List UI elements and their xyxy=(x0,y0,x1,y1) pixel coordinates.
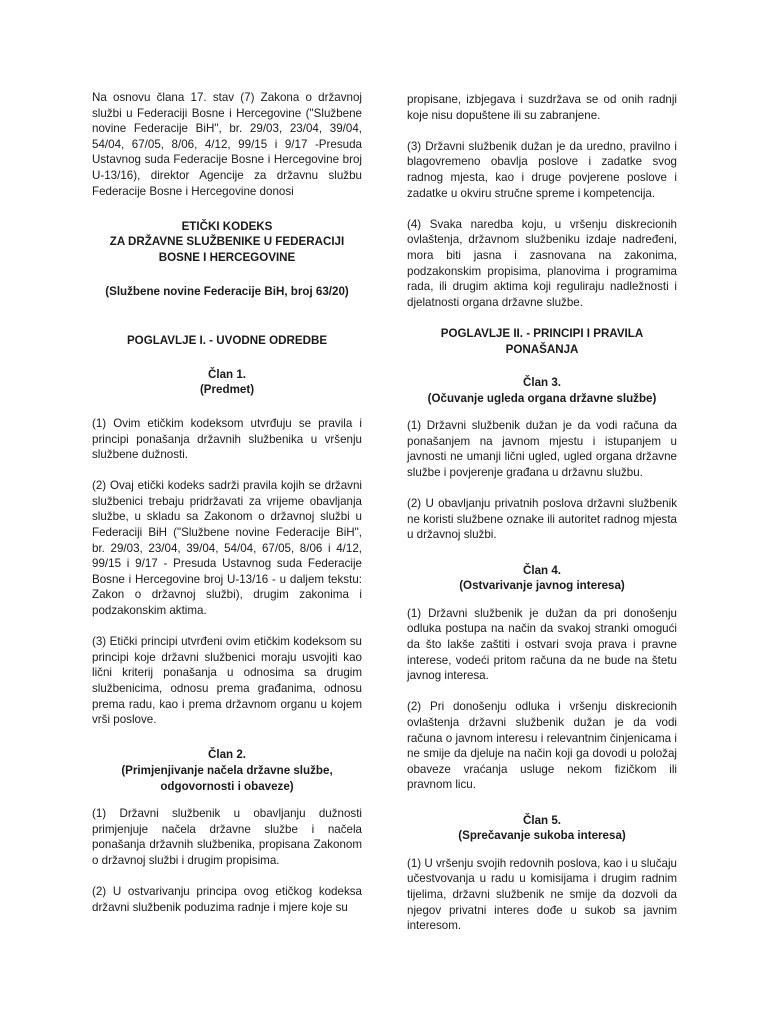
article-4-paragraph-1: (1) Državni službenik je dužan da pri donošenju odluka postupa na način da svakoj stranki omogući da što lakše zaštiti i ostvari svoja prava i pravne interese, vodeći pritom računa da ne bude na štetu javnog interesa. xyxy=(407,606,677,683)
article-3-paragraph-1: (1) Državni službenik dužan je da vodi računa da ponašanjem na javnom mjestu i istupanjem u javnosti ne umanji lični ugled, ugled organa državne službe i povjerenje građana u državnu službu. xyxy=(407,419,677,480)
article-2-paragraph-3: (3) Državni službenik dužan je da uredno, pravilno i blagovremeno obavlja poslove i zadatke svog radnog mjesta, kao i druge povjerene poslove i zadatke u okviru stručne spreme i kompetencija. xyxy=(407,139,677,200)
document-title: ETIČKI KODEKS xyxy=(181,219,273,233)
article-3-paragraph-2: (2) U obavljanju privatnih poslova državni službenik ne koristi službene oznake ili autoritet radnog mjesta u državnoj službi. xyxy=(407,497,677,542)
article-4-paragraph-2: (2) Pri donošenju odluka i vršenju diskrecionih ovlaštenja državni službenik dužan je da vodi računa o javnom interesu i relevantnim činjenicama i ne smije da djeluje na način koji ga dovodi u položaj obaveze vraćanja usluge nekom fizičkom ili pravnom licu. xyxy=(407,700,677,792)
article-2-paragraph-2-start: (2) U ostvarivanju principa ovog etičkog kodeksa državni službenik poduzima radnje i mjere koje su xyxy=(92,885,362,914)
document-source: (Službene novine Federacije BiH, broj 63/20) xyxy=(105,284,349,298)
article-1-paragraph-3: (3) Etički principi utvrđeni ovim etičkim kodeksom su principi koje državni službenici moraju usvojiti kao lični kriterij ponašanja u odnosima sa drugim službenicima, odnosu prema građanima, odnosu prema radu, kao i prema državnom organu u kojem vrši poslove. xyxy=(92,635,362,727)
article-2-subtitle: (Primjenjivanje načela državne službe, odgovornosti i obaveze) xyxy=(121,763,333,793)
article-4-title: Član 4. xyxy=(522,563,561,577)
left-column xyxy=(92,90,362,915)
chapter-1-heading: POGLAVLJE I. - UVODNE ODREDBE xyxy=(126,334,328,348)
article-3-subtitle: (Očuvanje ugleda organa državne službe) xyxy=(427,391,657,405)
document-subtitle: ZA DRŽAVNE SLUŽBENIKE U FEDERACIJI BOSNE I HERCEGOVINE xyxy=(109,235,345,264)
article-1-subtitle: (Predmet) xyxy=(199,383,255,397)
article-1-paragraph-1: (1) Ovim etičkim kodeksom utvrđuju se pravila i principi ponašanja državnih službenika u vršenju službene dužnosti. xyxy=(92,416,362,462)
article-2-paragraph-4: (4) Svaka naredba koju, u vršenju diskrecionih ovlaštenja, državnom službeniku izdaje nadređeni, mora biti jasna i zasnovana na zakonima, podzakonskim propisima, planovima i programima rada, ili drugim aktima koji reguliraju nadležnosti i djelatnosti organa državne službe. xyxy=(407,217,677,309)
right-column xyxy=(407,92,677,934)
article-1-title: Član 1. xyxy=(207,367,246,381)
preamble-paragraph: Na osnovu člana 17. stav (7) Zakona o državnoj službi u Federaciji Bosne i Hercegovine ("Službene novine Federacije BiH", br. 29/03, 23/04, 39/04, 54/04, 67/05, 8/06, 4/12, 99/15 i 9/17 -Presuda Ustavnog suda Federacije Bosne i Hercegovine broj U-13/16), direktor Agencije za državnu službu Federacije Bosne i Hercegovine donosi xyxy=(92,91,362,198)
article-1-paragraph-2: (2) Ovaj etički kodeks sadrži pravila kojih se državni službenici trebaju pridržavati za vrijeme obavljanja službe, u skladu sa Zakonom o državnoj službi u Federaciji BiH ("Službene novine Federacije BiH", br. 29/03, 23/04, 39/04, 54/04, 67/05, 8/06 i 4/12, 99/15 i 9/17 - Presuda Ustavnog suda Federacije Bosne i Hercegovine broj U-13/16 - u daljem tekstu: Zakon o državnoj službi), drugim zakonima i podzakonskim aktima. xyxy=(92,479,362,618)
article-5-subtitle: (Sprečavanje sukoba interesa) xyxy=(458,829,626,843)
article-2-paragraph-2-end: propisane, izbjegava i suzdržava se od onih radnji koje nisu dopuštene ili su zabranjene. xyxy=(407,93,677,122)
article-5-title: Član 5. xyxy=(522,813,561,827)
article-5-paragraph-1: (1) U vršenju svojih redovnih poslova, kao i u slučaju učestvovanja u radu u komisijama i drugim radnim tijelima, državni službenik ne smije da dozvoli da njegov privatni interes dođe u sukob sa javnim interesom. xyxy=(407,856,678,933)
article-3-title: Član 3. xyxy=(522,376,561,390)
article-2-paragraph-1: (1) Državni službenik u obavljanju dužnosti primjenjuje načela državne službe i načela ponašanja državnih službenika, propisana Zakonom o državnoj službi i drugim propisima. xyxy=(92,807,362,867)
chapter-2-heading: POGLAVLJE II. - PRINCIPI I PRAVILA PONAŠANJA xyxy=(440,326,644,356)
article-2-title: Član 2. xyxy=(207,748,246,762)
article-4-subtitle: (Ostvarivanje javnog interesa) xyxy=(459,579,625,593)
